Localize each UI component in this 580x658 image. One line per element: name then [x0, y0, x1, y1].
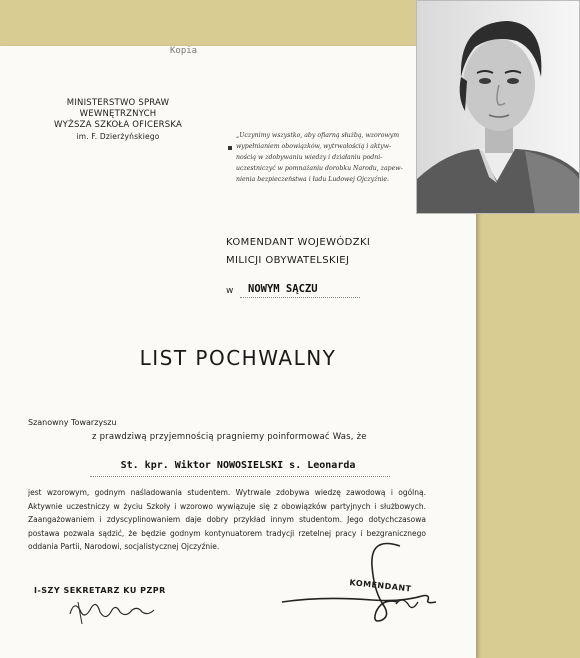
recipient-line-1: KOMENDANT WOJEWÓDZKI: [226, 237, 371, 248]
quote-line: uczestniczyć w pomnażaniu dorobku Narodu, zapew-: [236, 165, 403, 172]
recipient-line-2: MILICJI OBYWATELSKIEJ: [226, 255, 350, 266]
recipient-city: NOWYM SĄCZU: [248, 283, 318, 295]
secretary-label: I-SZY SEKRETARZ KU PZPR: [34, 586, 166, 595]
commendation-letter: [0, 46, 476, 658]
ministry-line-3: im. F. Dzierżyńskiego: [76, 132, 160, 141]
signatures-graphic: [0, 46, 476, 658]
commandant-label: KOMENDANT: [349, 578, 412, 594]
portrait-image: [417, 1, 579, 213]
portrait-photo: [416, 0, 580, 214]
quote-line: nienia bezpieczeństwa i ładu Ludowej Ojczyźnie.: [236, 176, 389, 183]
quote-line: wypełnianiem obowiązków, wytrwałością i aktyw-: [236, 143, 392, 150]
ministry-line-1: MINISTERSTWO SPRAW WEWNĘTRZNYCH: [66, 98, 170, 119]
commandant-signature: [282, 544, 436, 622]
recipient-prefix: w: [226, 286, 234, 296]
secretary-signature: [70, 604, 154, 616]
document-title: LIST POCHWALNY: [139, 346, 337, 370]
quote-line: nością w zdobywaniu wiedzy i działaniu podni-: [236, 154, 383, 161]
quote-line: „Uczynimy wszystko, aby ofiarną służbą, wzorowym: [236, 132, 400, 139]
ministry-line-2: WYŻSZA SZKOŁA OFICERSKA: [54, 120, 182, 130]
student-name: St. kpr. Wiktor NOWOSIELSKI s. Leonarda: [120, 460, 356, 471]
copy-stamp: Kopia: [170, 46, 198, 56]
intro-text: z prawdziwą przyjemnością pragniemy poinformować Was, że: [92, 432, 367, 442]
body-text: jest wzorowym, godnym naśladowania studentem. Wytrwale zdobywa wiedzę zawodową i ogólną. Aktywnie uczestniczy w życiu Szkoły i wzorowo wywiązuje się z obowiązków partyjnych i służbowych. Zaangażowaniem i zdyscyplinowaniem daje dobry przykład innym studentom. Jego dotychczasowa postawa pozwala sądzić, że będzie godnym kontynuatorem tradycji rzetelnej pracy i bezgranicznego oddania Partii, Narodowi, socjalistycznej Ojczyźnie.: [28, 488, 426, 551]
salutation: Szanowny Towarzyszu: [28, 418, 117, 427]
